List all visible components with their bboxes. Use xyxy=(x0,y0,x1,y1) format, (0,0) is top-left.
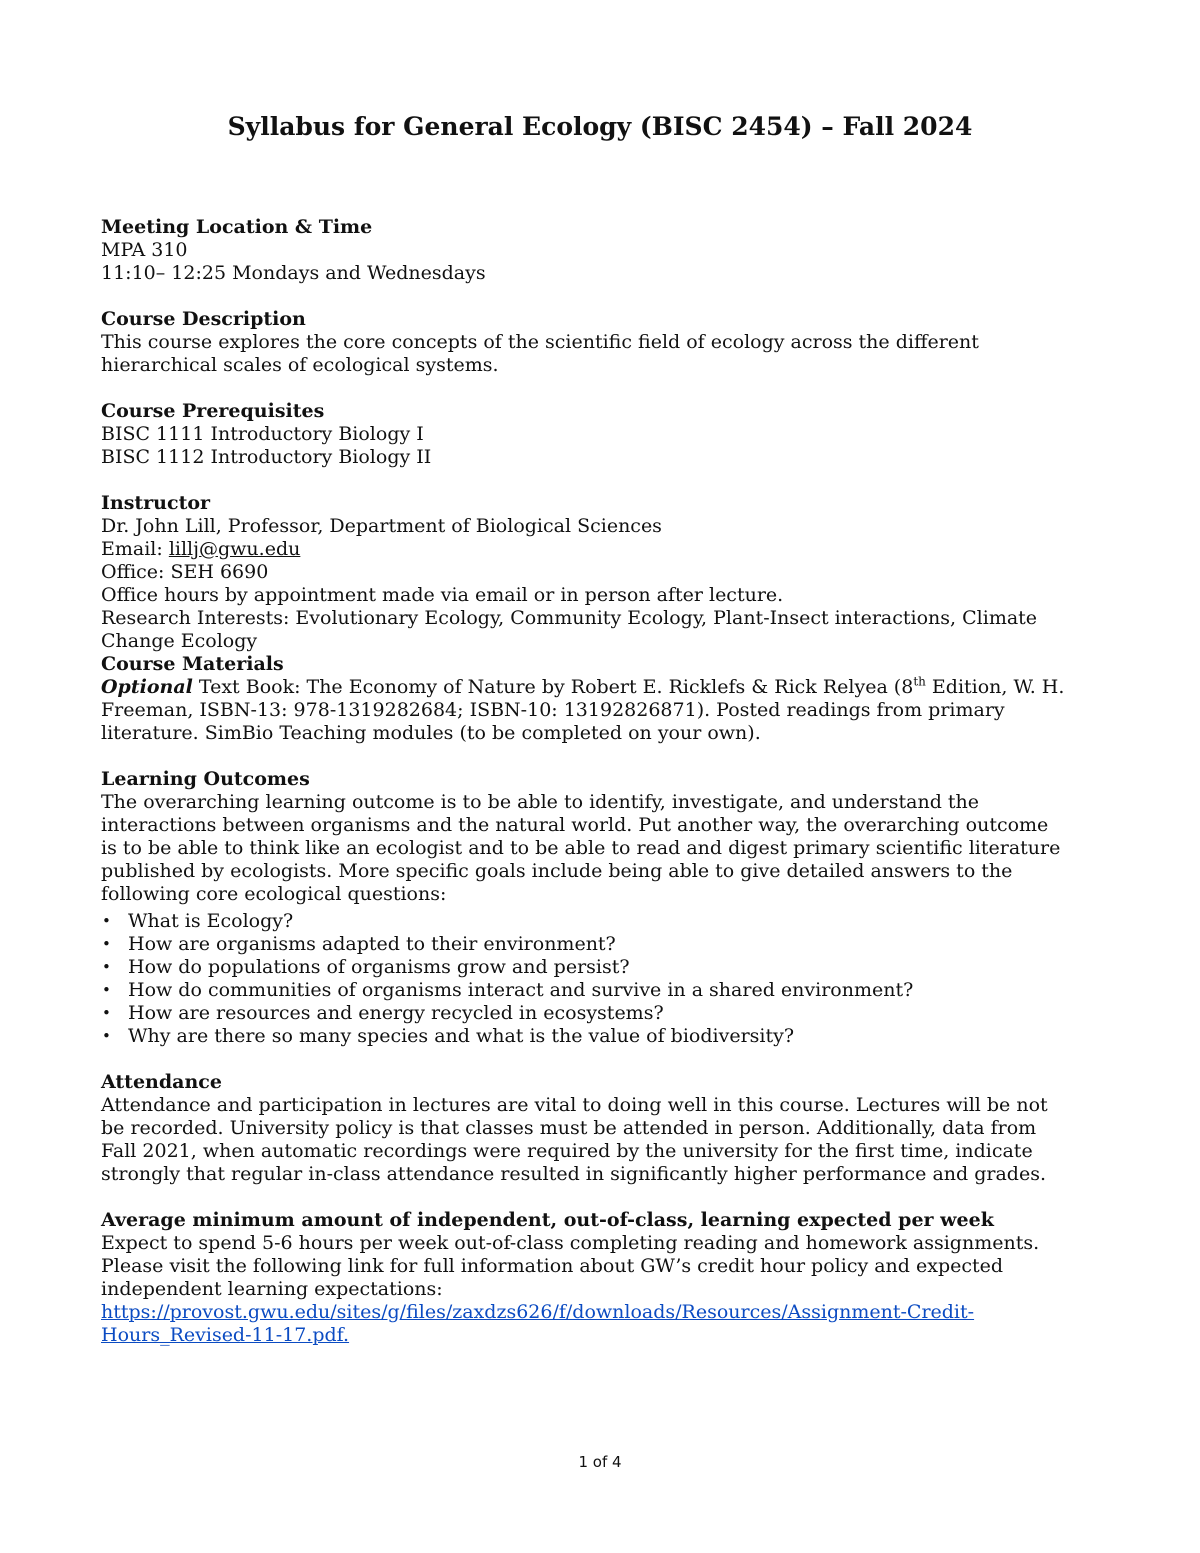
list-item: • What is Ecology? xyxy=(101,910,1101,933)
page-number: 1 of 4 xyxy=(578,1453,622,1471)
prereq-item: BISC 1111 Introductory Biology I xyxy=(101,423,424,445)
meeting-room: MPA 310 xyxy=(101,239,188,261)
page-title: Syllabus for General Ecology (BISC 2454) – Fall 2024 xyxy=(227,112,973,141)
syllabus-body xyxy=(101,216,1101,1347)
instructor-heading: Instructor xyxy=(101,492,211,514)
materials-heading: Course Materials xyxy=(101,653,284,675)
materials-text: Text Book: The Economy of Nature by Robert E. Ricklefs & Rick Relyea (8 xyxy=(192,676,914,698)
attendance-line: be recorded. University policy is that classes must be attended in person. Additionally, data from xyxy=(101,1117,1037,1139)
outcomes-line: is to be able to think like an ecologist and to be able to read and digest primary scientific literature xyxy=(101,837,1061,859)
description-heading: Course Description xyxy=(101,308,306,330)
research-line: Change Ecology xyxy=(101,630,258,652)
list-item: • How do communities of organisms interact and survive in a shared environment? xyxy=(101,979,1101,1002)
attendance-line: strongly that regular in-class attendance resulted in significantly higher performance and grades. xyxy=(101,1163,1046,1185)
credit-hour-link-row xyxy=(101,1301,1101,1324)
credit-hour-link[interactable]: https://provost.gwu.edu/sites/g/files/zaxdzs626/f/downloads/Resources/Assignment-Credit- xyxy=(101,1301,975,1323)
edition-superscript: th xyxy=(913,674,926,689)
instructor-email-link[interactable]: lillj@gwu.edu xyxy=(168,538,301,560)
credit-hour-link[interactable]: Hours_Revised-11-17.pdf. xyxy=(101,1324,350,1346)
materials-line: literature. SimBio Teaching modules (to be completed on your own). xyxy=(101,722,761,744)
workload-heading: Average minimum amount of independent, out-of-class, learning expected per week xyxy=(101,1209,994,1231)
attendance-heading: Attendance xyxy=(101,1071,222,1093)
list-item: • How are organisms adapted to their environment? xyxy=(101,933,1101,956)
outcomes-line: The overarching learning outcome is to be able to identify, investigate, and understand the xyxy=(101,791,980,813)
credit-hour-link-row xyxy=(101,1324,1101,1347)
instructor-office: Office: SEH 6690 xyxy=(101,561,269,583)
outcomes-line: following core ecological questions: xyxy=(101,883,447,905)
meeting-heading: Meeting Location & Time xyxy=(101,216,373,238)
instructor-name: Dr. John Lill, Professor, Department of Biological Sciences xyxy=(101,515,662,537)
attendance-line: Attendance and participation in lectures are vital to doing well in this course. Lectures will be not xyxy=(101,1094,1048,1116)
optional-label: Optional xyxy=(101,676,193,698)
materials-line xyxy=(101,676,1101,699)
prereqs-heading: Course Prerequisites xyxy=(101,400,325,422)
outcomes-heading: Learning Outcomes xyxy=(101,768,310,790)
materials-line: Freeman, ISBN-13: 978-1319282684; ISBN-10: 13192826871). Posted readings from primary xyxy=(101,699,1005,721)
materials-text: Edition, W. H. xyxy=(925,676,1065,698)
email-label: Email: xyxy=(101,538,169,560)
outcomes-line: interactions between organisms and the natural world. Put another way, the overarching outcome xyxy=(101,814,1049,836)
workload-line: Please visit the following link for full information about GW’s credit hour policy and expected xyxy=(101,1255,1004,1277)
instructor-email-row xyxy=(101,538,1101,561)
outcomes-line: published by ecologists. More specific goals include being able to give detailed answers to the xyxy=(101,860,1013,882)
workload-line: independent learning expectations: xyxy=(101,1278,443,1300)
description-line: This course explores the core concepts of the scientific field of ecology across the different xyxy=(101,331,979,353)
prereq-item: BISC 1112 Introductory Biology II xyxy=(101,446,432,468)
questions-list xyxy=(101,910,1101,1048)
instructor-hours: Office hours by appointment made via email or in person after lecture. xyxy=(101,584,784,606)
list-item: • Why are there so many species and what is the value of biodiversity? xyxy=(101,1025,1101,1048)
description-line: hierarchical scales of ecological systems. xyxy=(101,354,499,376)
list-item: • How are resources and energy recycled in ecosystems? xyxy=(101,1002,1101,1025)
research-line: Research Interests: Evolutionary Ecology, Community Ecology, Plant-Insect interactions, Climate xyxy=(101,607,1038,629)
workload-line: Expect to spend 5-6 hours per week out-of-class completing reading and homework assignments. xyxy=(101,1232,1040,1254)
attendance-line: Fall 2021, when automatic recordings were required by the university for the first time, indicate xyxy=(101,1140,1033,1162)
meeting-time: 11:10– 12:25 Mondays and Wednesdays xyxy=(101,262,486,284)
list-item: • How do populations of organisms grow and persist? xyxy=(101,956,1101,979)
